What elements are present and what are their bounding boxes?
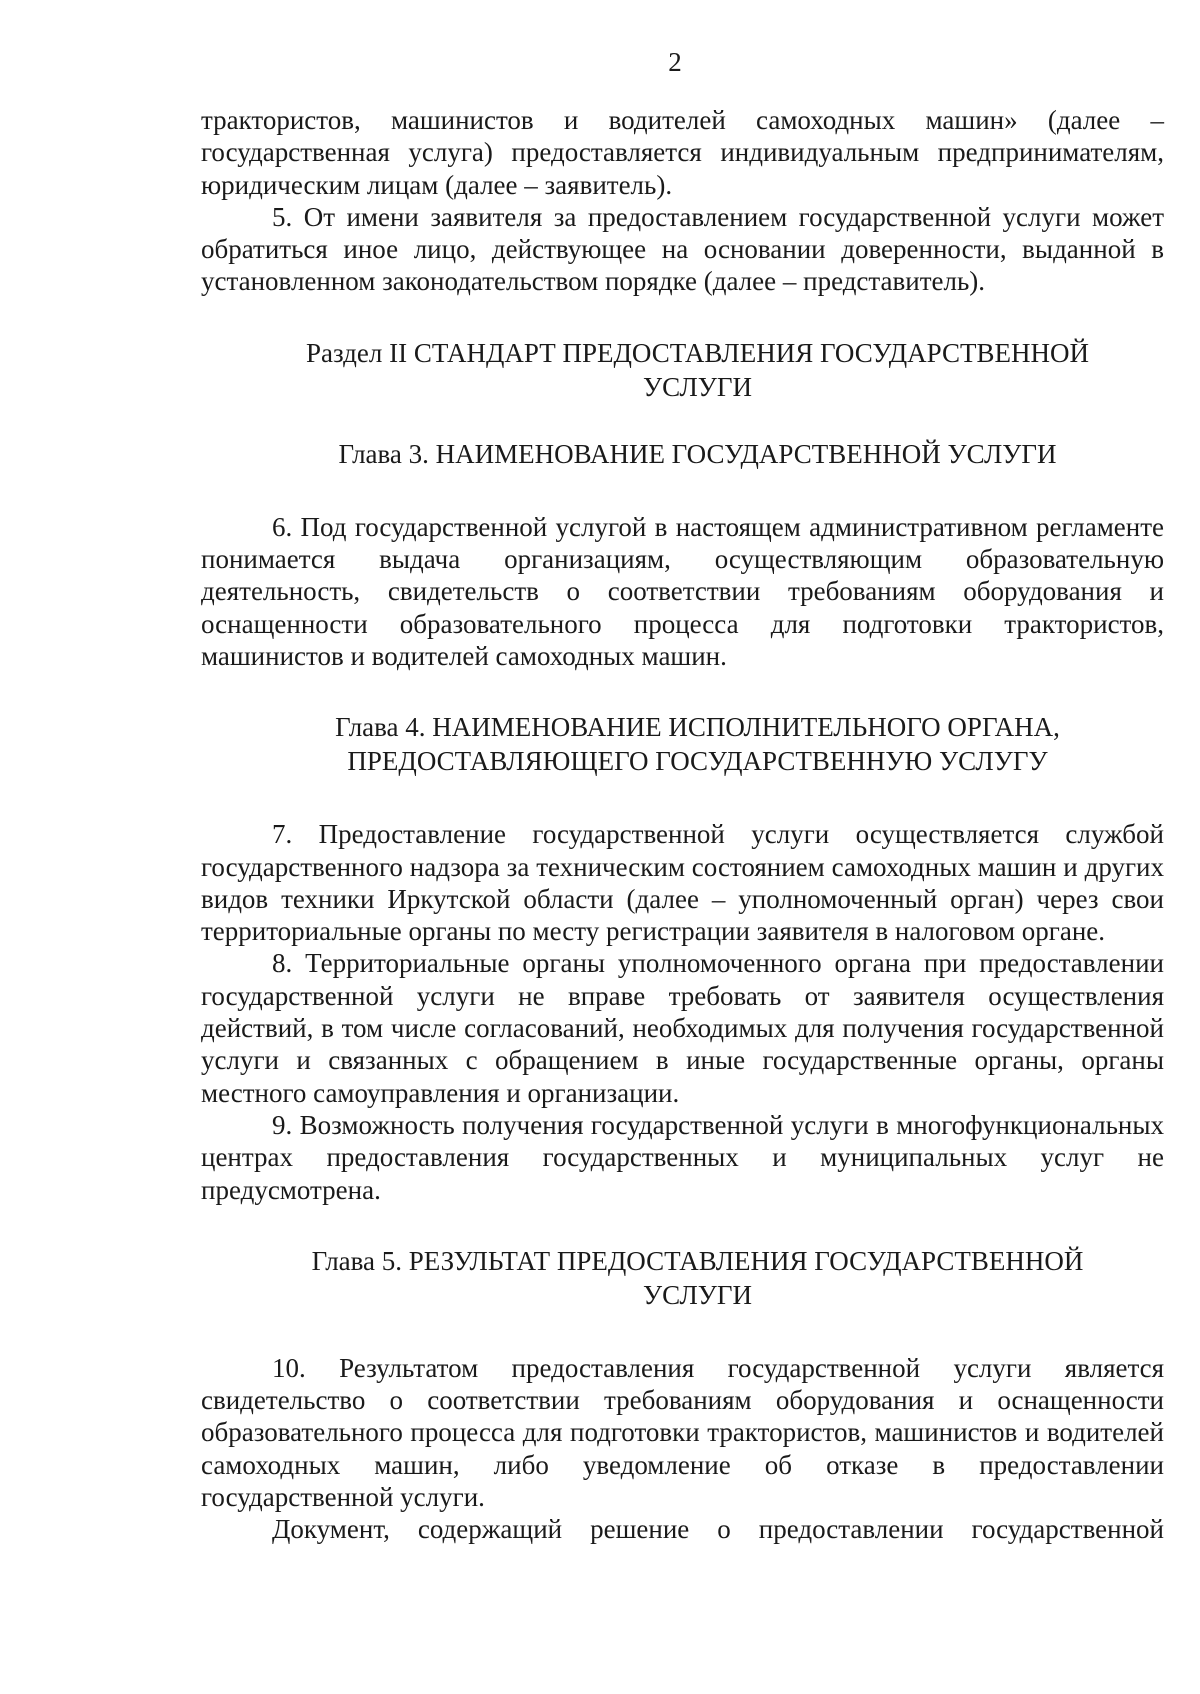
chapter-3-heading: Глава 3. НАИМЕНОВАНИЕ ГОСУДАРСТВЕННОЙ УСЛУГИ xyxy=(338,438,1057,469)
chapter-4-heading-line-1: Глава 4. НАИМЕНОВАНИЕ ИСПОЛНИТЕЛЬНОГО ОРГАНА, xyxy=(335,712,1060,743)
paragraph-8: 8. Территориальные органы уполномоченного органа при предоставлении государственной услуги не вправе требовать от заявителя осуществления действий, в том числе согласований, необходимых для получения государственной услуги и связанных с обращением в иные государственные органы, органы местного самоуправления и организации. xyxy=(201,948,1164,1108)
paragraph-document: Документ, содержащий решение о предоставлении государственной xyxy=(272,1514,1164,1545)
paragraph-5: 5. От имени заявителя за предоставлением государственной услуги может обратиться иное лицо, действующее на основании доверенности, выданной в установленном законодательством порядке (далее – представитель). xyxy=(201,201,1164,297)
page-number: 2 xyxy=(668,47,682,77)
chapter-5-heading-line-1: Глава 5. РЕЗУЛЬТАТ ПРЕДОСТАВЛЕНИЯ ГОСУДАРСТВЕННОЙ xyxy=(311,1245,1084,1276)
paragraph-7: 7. Предоставление государственной услуги осуществляется службой государственного надзора за техническим состоянием самоходных машин и других видов техники Иркутской области (далее – уполномоченный орган) через свои территориальные органы по месту регистрации заявителя в налоговом органе. xyxy=(201,819,1164,947)
paragraph-6: 6. Под государственной услугой в настоящем административном регламенте понимается выдача организациям, осуществляющим образовательную деятельность, свидетельств о соответствии требованиям оборудования и оснащенности образовательного процесса для подготовки трактористов, машинистов и водителей самоходных машин. xyxy=(201,511,1164,671)
document-body xyxy=(201,104,1164,1546)
section-2-heading xyxy=(201,336,1164,404)
chapter-4-heading xyxy=(201,710,1164,778)
chapter-5-heading-line-2: УСЛУГИ xyxy=(643,1279,752,1310)
paragraph-continuation: трактористов, машинистов и водителей самоходных машин» (далее – государственная услуга) предоставляется индивидуальным предпринимателям, юридическим лицам (далее – заявитель). xyxy=(201,105,1164,200)
section-2-heading-line-1: Раздел II СТАНДАРТ ПРЕДОСТАВЛЕНИЯ ГОСУДАРСТВЕННОЙ xyxy=(305,337,1090,368)
chapter-4-heading-line-2: ПРЕДОСТАВЛЯЮЩЕГО ГОСУДАРСТВЕННУЮ УСЛУГУ xyxy=(347,746,1048,777)
section-2-heading-line-2: УСЛУГИ xyxy=(643,371,752,402)
paragraph-9: 9. Возможность получения государственной услуги в многофункциональных центрах предоставления государственных и муниципальных услуг не предусмотрена. xyxy=(201,1109,1164,1205)
chapter-5-heading xyxy=(201,1244,1164,1312)
paragraph-10: 10. Результатом предоставления государственной услуги является свидетельство о соответствии требованиям оборудования и оснащенности образовательного процесса для подготовки трактористов, машинистов и водителей самоходных машин, либо уведомление об отказе в предоставлении государственной услуги. xyxy=(201,1352,1164,1513)
